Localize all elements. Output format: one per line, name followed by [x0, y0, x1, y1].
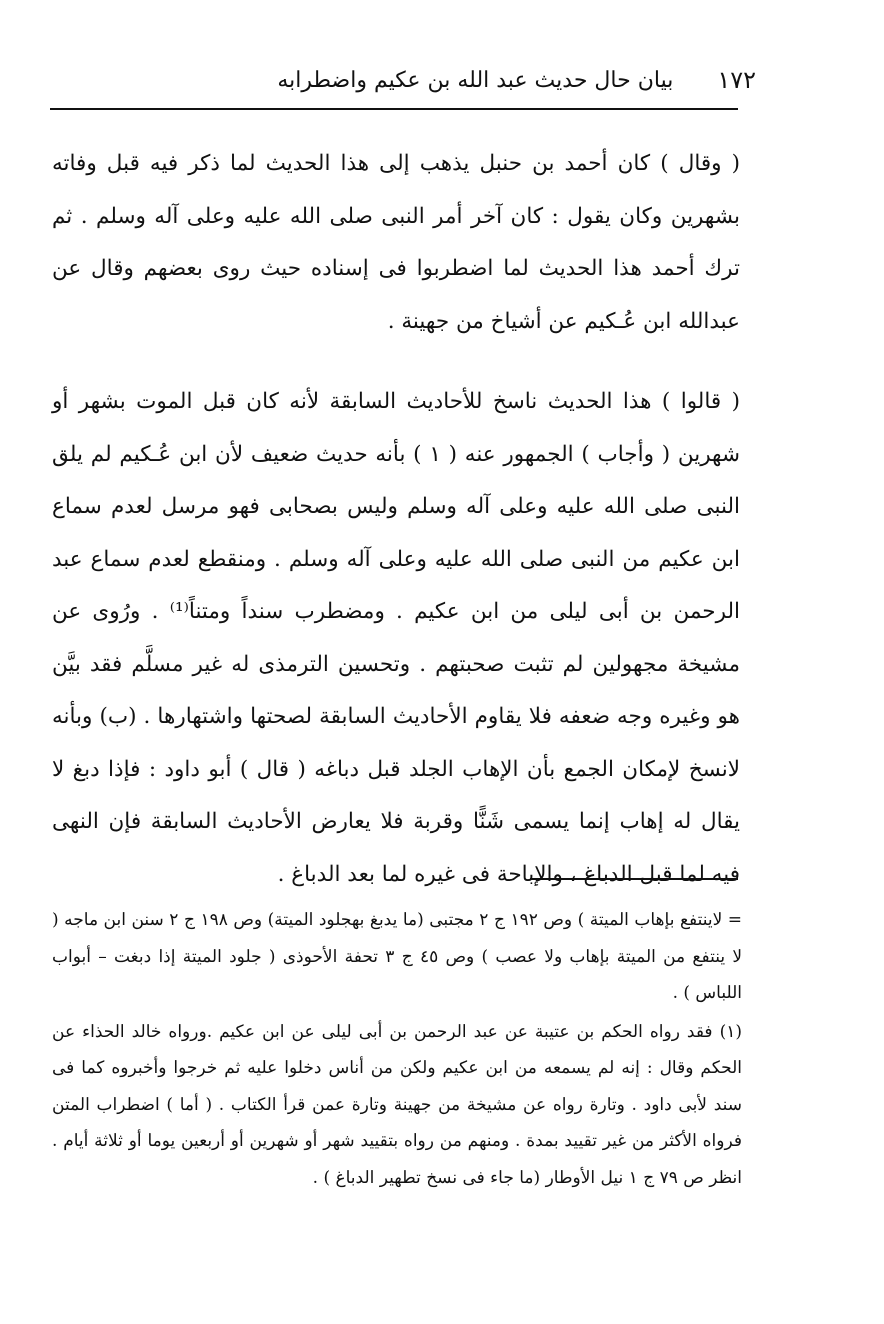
main-text [52, 138, 740, 901]
running-title: بيان حال حديث عبد الله بن عكيم واضطرابه [277, 67, 674, 93]
footnotes [52, 902, 742, 1196]
footnote-1: (١) فقد رواه الحكم بن عتيبة عن عبد الرحمن بن أبى ليلى عن ابن عكيم .ورواه خالد الحذاء عن الحكم وقال : إنه لم يسمعه من ابن عكيم ولكن من أناس دخلوا عليه ثم خرجوا وأخبروه كما فى سند لأبى داود . وتارة رواه عن مشيخة من جهينة وتارة عمن قرأ الكتاب . ( أما ) اضطراب المتن فرواه الأكثر من غير تقييد بمدة . ومنهم من رواه بتقييد شهر أو شهرين أو أربعين يوما أو ثلاثة أيام . انظر ص ٧٩ ج ١ نيل الأوطار (ما جاء فى نسخ تطهير الدباغ ) . [52, 1021, 742, 1188]
footnote-continuation: = لاينتفع بإهاب الميتة ) وص ١٩٢ ج ٢ مجتبى (ما يدبغ بهجلود الميتة) وص ١٩٨ ج ٢ سنن ابن ماجه ( لا ينتفع من الميتة بإهاب ولا عصب ) وص ٤٥ ج ٣ تحفة الأحوذى ( جلود الميتة إذا دبغت – أبواب اللباس ) . [52, 910, 743, 1003]
header-divider [50, 108, 738, 110]
footnote-divider [530, 878, 738, 880]
paragraph-2: ( قالوا ) هذا الحديث ناسخ للأحاديث السابقة لأنه كان قبل الموت بشهر أو شهرين ( وأجاب ) الجمهور عنه ( ١ ) بأنه حديث ضعيف لأن ابن عُـكيم لم يلق النبى صلى الله عليه وعلى آله وسلم وليس بصحابى فهو مرسل لعدم سماع ابن عكيم من النبى صلى الله عليه وعلى آله وسلم . ومنقطع لعدم سماع عبد الرحمن بن أبى ليلى من ابن عكيم . ومضطرب سنداً ومتناً⁽¹⁾ . ورُوى عن مشيخة مجهولين لم تثبت صحبتهم . وتحسين الترمذى له غير مسلَّم فقد بيَّن هو وغيره وجه ضعفه فلا يقاوم الأحاديث السابقة لصحتها واشتهارها . (ب) وبأنه لانسخ لإمكان الجمع بأن الإهاب الجلد قبل دباغه ( قال ) أبو داود : فإذا دبغ لا يقال له إهاب إنما يسمى شَنًّا وقربة فلا يعارض الأحاديث السابقة فإن النهى فيه لما قبل الدباغ ، والإباحة فى غيره لما بعد الدباغ . [52, 389, 740, 887]
page-header [60, 58, 756, 102]
paragraph-1: ( وقال ) كان أحمد بن حنبل يذهب إلى هذا الحديث لما ذكر فيه قبل وفاته بشهرين وكان يقول : كان آخر أمر النبى صلى الله عليه وعلى آله وسلم . ثم ترك أحمد هذا الحديث لما اضطربوا فى إسناده حيث روى بعضهم وقال عن عبدالله ابن عُـكيم عن أشياخ من جهينة . [52, 151, 740, 334]
page-number: ١٧٢ [717, 66, 756, 94]
